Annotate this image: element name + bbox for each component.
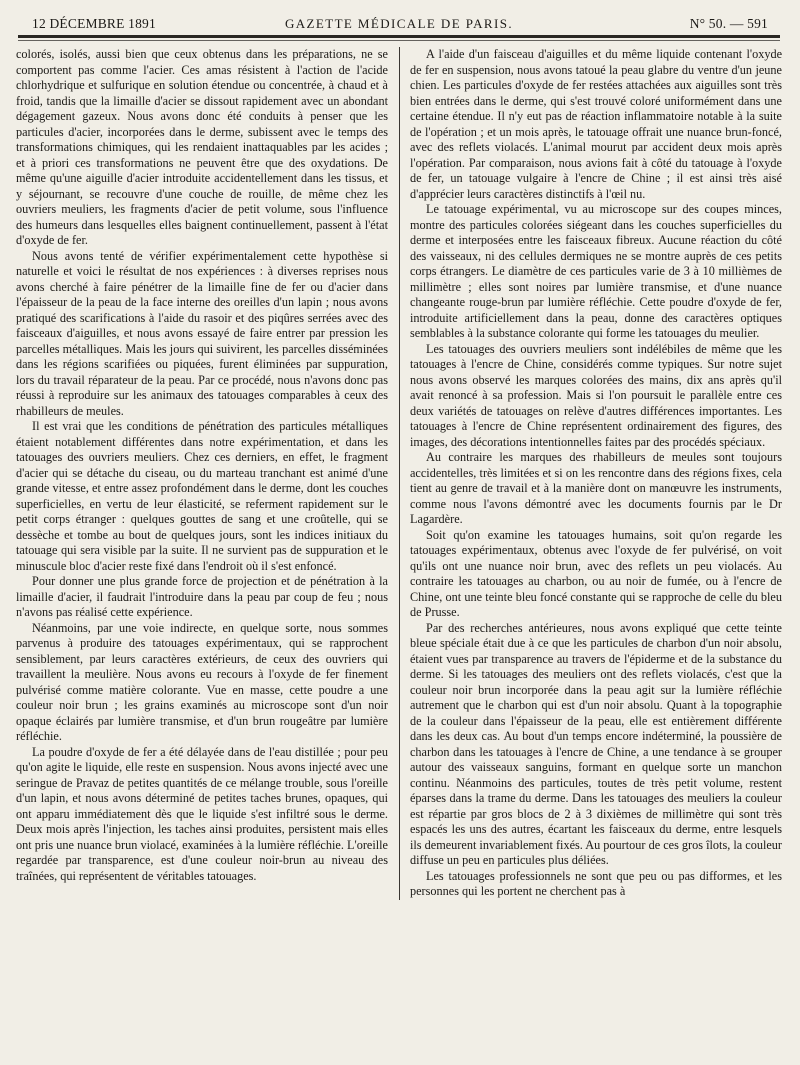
paragraph: Au contraire les marques des rhabilleurs de meules sont toujours accidentelles, très limitées et si on les rencontre dans des régions fixes, cela tient au genre de travail et à la manière dont on manœuvre les instruments, comme nous l'avons démontré avec les documents fournis par le Dr Lagardère. [410,450,782,526]
text-columns [12,47,786,900]
paragraph: La poudre d'oxyde de fer a été délayée dans de l'eau distillée ; pour peu qu'on agite le liquide, elle reste en suspension. Nous avons injecté avec une seringue de Pravaz de petites quantités de ce mélange trouble, sous l'oreille d'un lapin, et nous avons déterminé de petites taches brunes, opaques, qui ont apparu immédiatement dès que le liquide s'est infiltré sous le derme. Deux mois après l'injection, les taches ainsi produites, persistent mais elles ont pris une nuance brun violacé, examinées à la lumière réfléchie. L'oreille regardée par transparence, est d'une couleur noir-brun au niveau des traînées, qui représentent de véritables tatouages. [16,744,388,883]
left-column [16,47,388,900]
header-thick-rule [18,35,780,38]
paragraph: colorés, isolés, aussi bien que ceux obtenus dans les préparations, ne se comportent pas comme l'acier. Ces amas résistent à l'action de l'acide chlorhydrique et sulfurique en solution étendue ou concentrée, à chaud et à froid, tandis que la limaille d'acier se dissout rapidement avec un abondant dégagement gazeux. Nous avons donc été conduits à penser que les particules d'acier, incorporées dans le derme, subissent avec le temps des transformations chimiques, qui les rendaient inattaquables par les acides ; et à priori ces transformations ne peuvent être que des oxydations. De même qu'une aiguille d'acier introduite accidentellement dans les tissus, et y séjournant, se recouvre d'une couche de rouille, de même chez les ouvriers meuliers, les fragments d'acier de petit volume, sous l'influence des humeurs dans lesquelles elles baignent continuellement, passent à l'état d'oxyde de fer. [16,47,388,247]
paragraph: Les tatouages des ouvriers meuliers sont indélébiles de même que les tatouages à l'encre de Chine, considérés comme typiques. Sur notre sujet nous avons observé les marques colorées des mains, dix ans après qu'il avait renoncé à sa profession. Mais si l'on poursuit le parallèle entre ces deux variétés de tatouages on relève d'autres différences importantes. Les tatouages à l'encre de Chine représentent ordinairement des figures, des images, des décorations intentionnelles faites par des procédés spéciaux. [410,341,782,449]
paragraph: Le tatouage expérimental, vu au microscope sur des coupes minces, montre des particules colorées siégeant dans les couches superficielles du derme et interposées entre les faisceaux fibreux. Aucune réaction du côté des vaisseaux, ni des cellules dermiques ne se montre auprès de ces petits corps étrangers. Le diamètre de ces particules varie de 3 à 10 millièmes de millimètre ; elles sont noires par lumière transmise, et d'une nuance changeante rouge-brun par lumière réfléchie. Cette poudre d'oxyde de fer, introduite artificiellement dans la peau, donne des caractères optiques semblables à la substance colorante qui forme les tatouages du meulier. [410,202,782,340]
page-header [12,14,786,34]
paragraph: Pour donner une plus grande force de projection et de pénétration à la limaille d'acier, il faudrait l'introduire dans la peau par coup de feu ; nous n'avons pas réalisé cette expérience. [16,574,388,619]
column-divider [399,47,400,900]
paragraph: A l'aide d'un faisceau d'aiguilles et du même liquide contenant l'oxyde de fer en suspension, nous avons tatoué la peau glabre du ventre d'un jeune chien. Les particules d'oxyde de fer restées attachées aux aiguilles sont très bien entrées dans le derme, qui s'est trouvé coloré uniformément dans une certaine étendue. Il n'y eut pas de réaction inflammatoire notable à la suite de l'opération ; et un mois après, le tatouage offrait une nuance brun-foncé, avec des reflets violacés. L'animal mourut par accident deux mois après l'opération. Par comparaison, nous avions fait à côté du tatouage à l'oxyde de fer, un tatouage vulgaire à l'encre de Chine ; il est ainsi très aisé d'apprécier leurs caractères distinctifs à l'œil nu. [410,47,782,201]
header-thin-rule [18,40,780,41]
paragraph: Néanmoins, par une voie indirecte, en quelque sorte, nous sommes parvenus à produire des tatouages expérimentaux, qui se rapprochent sensiblement, par leurs caractères extérieurs, de ceux des ouvriers qui travaillent la meulière. Nous avons eu recours à l'oxyde de fer finement pulvérisé comme matière colorante. Vue en masse, cette poudre a une couleur noir brun ; les grains examinés au microscope sont d'un noir opaque éclairés par lumière transmise, et d'un brun rougeâtre par lumière réfléchie. [16,620,388,743]
paragraph: Soit qu'on examine les tatouages humains, soit qu'on regarde les tatouages expérimentaux, obtenus avec l'oxyde de fer pulvérisé, on voit qu'ils ont une nuance noir brun, avec des reflets un peu violacés. Au contraire les tatouages au charbon, ou au noir de fumée, ou à l'encre de Chine, ont une teinte bleu foncé constante qui se rapproche de celle du bleu de Prusse. [410,527,782,619]
right-column [410,47,782,900]
publication-title: GAZETTE MÉDICALE DE PARIS. [284,16,514,31]
paragraph: Par des recherches antérieures, nous avons expliqué que cette teinte bleue spéciale était due à ce que les particules de charbon d'un noir absolu, étaient vues par transparence au travers de l'épiderme et de la substance du derme. Si les tatouages des meuliers ont des reflets violacés, c'est que la couleur noir brun incorporée dans la peau agit sur la lumière réfléchie autrement que le charbon qui est d'un noir absolu. Quant à la topographie de la couleur dans l'épaisseur de la peau, elle est entièrement différente dans les deux cas. Au bout d'un temps encore indéterminé, la poussière de charbon dans les tatouages à l'encre de Chine, a une tendance à se grouper autour des vaisseaux sanguins, formant en quelque sorte un manchon continu. Néanmoins des particules, toutes de très petit volume, restent éparses dans la trame du derme. Dans les tatouages des meuliers la couleur est répartie par gros blocs de 2 à 3 dixièmes de millimètre qui sont très espacés les uns des autres, écartant les faisceaux du derme, entre lesquels ils demeurent invariablement fixés. Au pourtour de ces gros îlots, la couleur diffuse un peu en particules plus déliées. [410,620,782,867]
paragraph: Nous avons tenté de vérifier expérimentalement cette hypothèse si naturelle et voici le résultat de nos expériences : à diverses reprises nous avons cherché à faire pénétrer de la limaille fine de fer ou d'acier dans l'épaisseur de la peau de la face interne des oreilles d'un lapin ; nous avons pratiqué des scarifications à l'aide du rasoir et des piqûres serrées avec des faisceaux d'aiguilles, et nous avons essayé de faire entrer par pression les parcelles métalliques. Mais les jours qui suivirent, les parcelles disséminées dans les régions scarifiées ou piquées, furent éliminées par suppuration, lors du travail réparateur de la peau. Par ce procédé, nous n'avons donc pas réussi à reproduire sur les animaux des tatouages comparables à ceux des rhabilleurs de meules. [16,248,388,418]
paragraph: Les tatouages professionnels ne sont que peu ou pas difformes, et les personnes qui les portent ne cherchent pas à [410,868,782,898]
paragraph: Il est vrai que les conditions de pénétration des particules métalliques étaient notablement différentes dans notre expérimentation, et dans les tatouages des ouvriers meuliers. Chez ces derniers, en effet, le fragment d'acier qui se détache du ciseau, ou du marteau tranchant est animé d'une grande vitesse, et entre assez profondément dans le derme, dont les couches superficielles, en vertu de leur élasticité, se referment rapidement sur le petit corps étranger : quelques gouttes de sang et une croûtelle, qui se dessèche et tombe au bout de quelques jours, sont les indices initiaux du tatouage qui sera visible par la suite. Il ne survient pas de suppuration et le minuscule bloc d'acier reste fixé dans l'endroit où il s'est enfoncé. [16,419,388,573]
issue-date: 12 DÉCEMBRE 1891 [32,16,156,31]
issue-page-number: N° 50. — 591 [689,16,768,31]
